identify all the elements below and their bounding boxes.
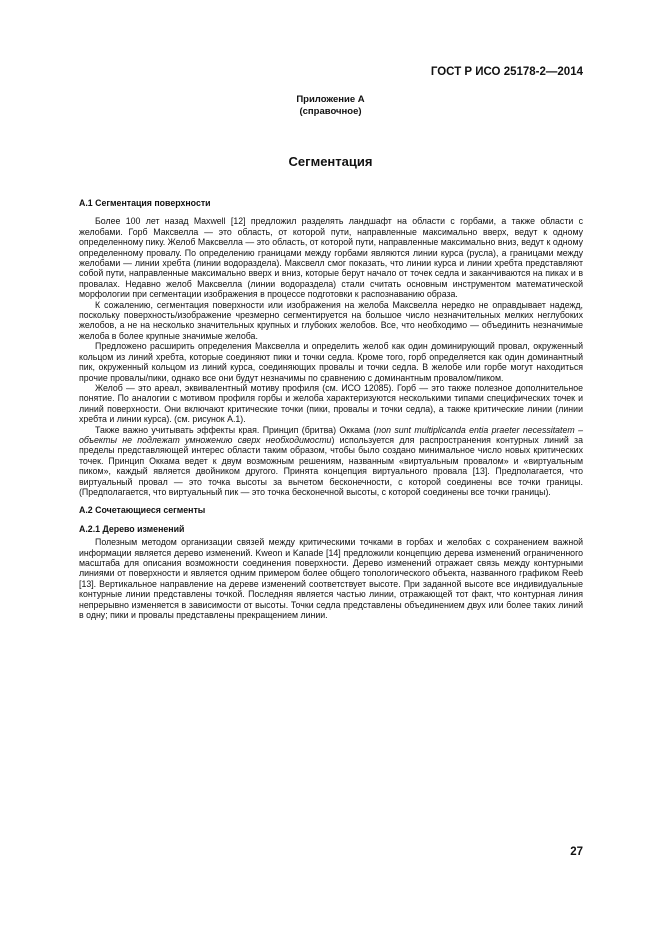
paragraph: К сожалению, сегментация поверхности или изображения на желоба Максвелла нередко не оправдывает надежд, поскольку поверхность/изображение чрезмерно сегментируется на большое число незначительных мелких неглубоких желобов, а не на несколько значительных крупных и глубоких желобов. Все, что необходимо — объединить незначимые желоба в более крупные значимые желоба. bbox=[79, 299, 583, 341]
section-a1-heading: А.1 Сегментация поверхности bbox=[79, 198, 211, 208]
page-title: Сегментация bbox=[288, 154, 373, 169]
paragraph-text: ) используется для распространения контурных линий за пределы представляющей интерес области таким образом, чтобы было создано минимальное число новых критических точек. Принцип Оккама ведет к двум возможным решениям, названным «виртуальным провалом» и «виртуальным пиком», каждый является двойником другого. Принята концепция виртуального провала [13]. Предполагается, что виртуальный провал — это точка высоты за вычетом бесконечности, с которой соединены все точки границы. (Предполагается, что виртуальный пик — это точка бесконечной высоты, с которой соединены все точки границы). bbox=[79, 434, 583, 497]
paragraph: Более 100 лет назад Maxwell [12] предложил разделять ландшафт на области с горбами, а также области с желобами. Горб Максвелла — это область, от которой пути, направленные максимально вверх, ведут к одному определенному пику. Желоб Максвелла — это область, от которой пути, направленные максимально вниз, ведут к одному определенному провалу. По определению границами между горбами являются линии курса (русла), а границами между желобами — линии хребта (линии водораздела). Максвелл смог показать, что линии курса и линии хребта представляют собой пути, направленные максимально вверх и вниз, которые берут начало от точек седла и заканчиваются на пиках и в провалах. Недавно желоб Максвелла (линии водораздела) стали считать основным инструментом математической морфологии при сегментации изображения в процессе подготовки к распознаванию образа. bbox=[79, 216, 583, 300]
subsection-a21-heading: А.2.1 Дерево изменений bbox=[79, 523, 185, 534]
paragraph: Предложено расширить определения Максвелла и определить желоб как один доминирующий провал, окруженный кольцом из линий хребта, которые соединяют пики и точки седла. Кроме того, горб определяется как один доминантный пик, окруженный кольцом из линий курса, соединяющих провалы и точки седла. В желобе или горбе могут находиться прочие провалы/пики, однако все они будут незначимы по сравнению с доминантным провалом/пиком. bbox=[79, 341, 583, 383]
standard-header: ГОСТ Р ИСО 25178-2—2014 bbox=[430, 66, 583, 78]
latin-quote: non sunt multiplicanda entia praeter necessitatem – объекты не подлежат умножению сверх необходимости bbox=[79, 424, 583, 445]
paragraph: Желоб — это ареал, эквивалентный мотиву профиля (см. ИСО 12085). Горб — это также полезное дополнительное понятие. По аналогии с мотивом профиля горбы и желоба характеризуются несколькими типами специфических точек и линий поверхности. Они включают критические точки (пики, провалы и точки седла), а также критические линии (линии хребта и линии курса). (см. рисунок А.1). bbox=[79, 382, 583, 425]
appendix-note: (справочное) bbox=[299, 106, 362, 117]
section-a2-heading: А.2 Сочетающиеся сегменты bbox=[79, 505, 206, 516]
appendix-label: Приложение А bbox=[296, 94, 365, 105]
paragraph-text: Также важно учитывать эффекты края. Принцип (бритва) Оккама ( bbox=[95, 424, 377, 435]
page-number: 27 bbox=[570, 846, 583, 858]
paragraph: Полезным методом организации связей между критическими точками в горбах и желобах с сохранением важной информации является дерево изменений. Kweon и Kanade [14] предложили концепцию дерева изменений ограниченного масштаба для описания возможности соединения поверхности. Дерево изменений отражает связь между контурными линиями от поверхности и является одним примером более общего топологического объекта, названного графиком Reeb [13]. Вертикальное направление на дереве изменений соответствует высоте. При заданной высоте все индивидуальные контурные линии представлены точкой. Последняя является частью линии, отражающей тот факт, что контурная линия непрерывно изменяется в зависимости от высоты. Точки седла представлены объединением двух или более таких линий в одну; пики и провалы представлены прекращением линии. bbox=[79, 537, 583, 621]
paragraph bbox=[79, 425, 583, 498]
document-body bbox=[79, 198, 583, 620]
appendix-block bbox=[0, 94, 661, 118]
